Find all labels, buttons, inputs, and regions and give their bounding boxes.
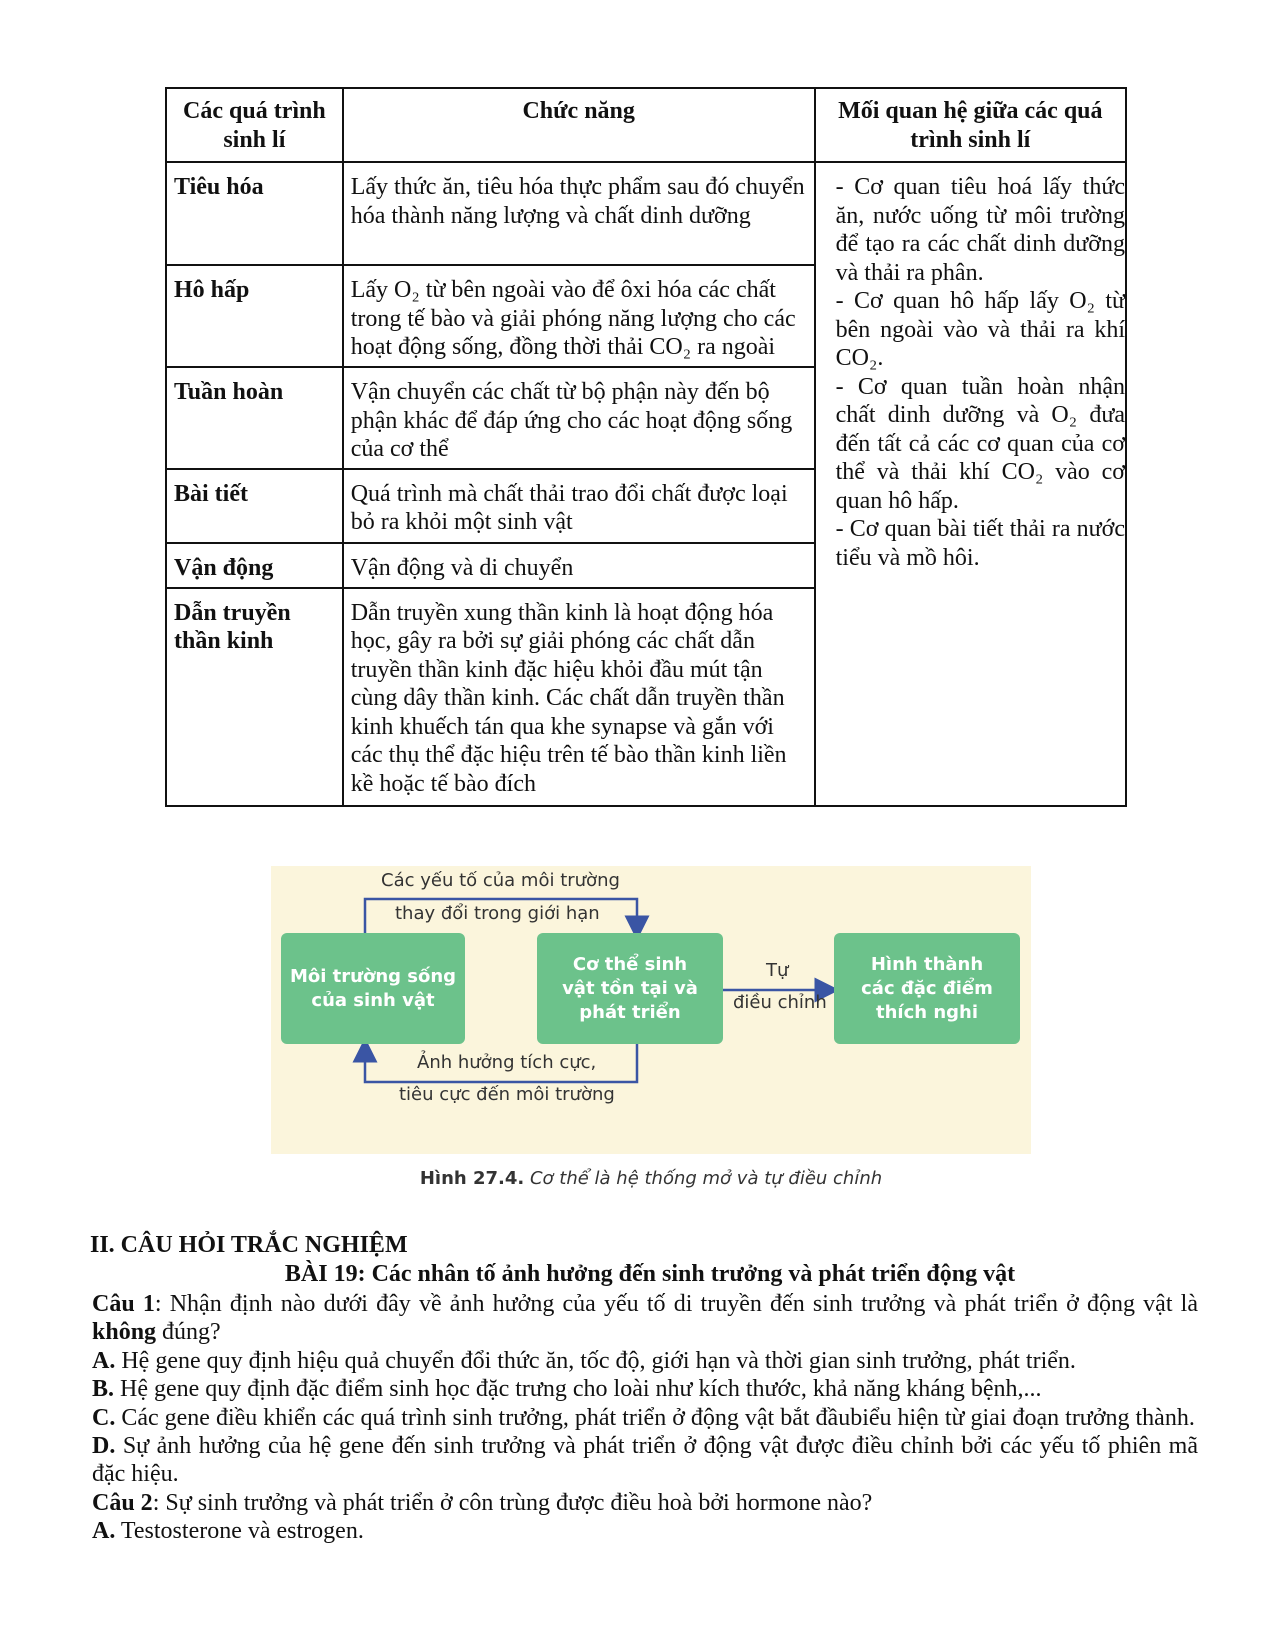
header-function: Chức năng bbox=[343, 88, 815, 162]
figure-label: Hình 27.4. bbox=[419, 1168, 525, 1189]
function-cell: Vận chuyển các chất từ bộ phận này đến bộ phận khác để đáp ứng cho các hoạt động sống của cơ thể bbox=[343, 367, 815, 469]
option-text: Testosterone và estrogen. bbox=[115, 1518, 364, 1545]
table-row bbox=[166, 162, 1126, 265]
header-process: Các quá trình sinh lí bbox=[166, 88, 343, 162]
arrow-label-line1: Tự bbox=[766, 960, 789, 981]
process-cell: Hô hấp bbox=[166, 265, 343, 367]
process-cell: Tiêu hóa bbox=[166, 162, 343, 265]
process-cell: Vận động bbox=[166, 543, 343, 588]
question-1 bbox=[92, 1290, 1198, 1347]
lesson-title: BÀI 19: Các nhân tố ảnh hưởng đến sinh trưởng và phát triển động vật bbox=[284, 1261, 1016, 1287]
question-list bbox=[92, 1290, 1198, 1546]
relation-excretory: - Cơ quan bài tiết thải ra nước tiểu và mồ hôi. bbox=[835, 516, 1125, 571]
table-header-row bbox=[166, 88, 1126, 162]
bottom-label-line2: tiêu cực đến môi trường bbox=[399, 1084, 615, 1105]
relation-circulatory: - Cơ quan tuần hoàn nhận chất dinh dưỡng và O₂ đưa đến tất cả các cơ quan của cơ thể và thải khí CO₂ vào cơ quan hô hấp. bbox=[835, 373, 1125, 514]
box-organism-label: Cơ thể sinh vật tồn tại và phát triển bbox=[562, 953, 698, 1023]
bottom-label-line1: Ảnh hưởng tích cực, bbox=[417, 1052, 597, 1073]
box-living-environment bbox=[281, 933, 465, 1044]
header-relation: Mối quan hệ giữa các quá trình sinh lí bbox=[815, 88, 1126, 162]
option-b bbox=[92, 1375, 1198, 1403]
option-text: Các gene điều khiển các quá trình sinh trưởng, phát triển ở động vật bắt đầubiểu hiện từ giai đoạn trưởng thành. bbox=[115, 1404, 1195, 1431]
relation-digestive: - Cơ quan tiêu hoá lấy thức ăn, nước uống từ môi trường để tạo ra các chất dinh dưỡng và thải ra phân. bbox=[835, 174, 1125, 286]
function-cell: Lấy thức ăn, tiêu hóa thực phẩm sau đó chuyển hóa thành năng lượng và chất dinh dưỡng bbox=[343, 162, 815, 265]
figure-caption bbox=[271, 1168, 1031, 1189]
top-label-line2: thay đổi trong giới hạn bbox=[395, 903, 600, 924]
option-a bbox=[92, 1347, 1198, 1375]
physiology-table bbox=[165, 87, 1127, 807]
question-text: : Sự sinh trưởng và phát triển ở côn trùng được điều hoà bởi hormone nào? bbox=[152, 1489, 873, 1516]
option-key: A. bbox=[92, 1518, 116, 1545]
option-key: C. bbox=[92, 1404, 116, 1431]
question-2 bbox=[92, 1489, 1198, 1517]
option-c bbox=[92, 1404, 1198, 1432]
question-text-end: đúng? bbox=[156, 1319, 221, 1346]
function-cell: Vận động và di chuyển bbox=[343, 543, 815, 588]
arrow-label-line2: điều chỉnh bbox=[733, 992, 827, 1013]
section-title: II. CÂU HỎI TRẮC NGHIỆM bbox=[90, 1232, 408, 1258]
box-adaptation-label: Hình thành các đặc điểm thích nghi bbox=[861, 953, 993, 1023]
relation-cell bbox=[815, 162, 1126, 806]
option-a bbox=[92, 1517, 1198, 1545]
box-environment-label: Môi trường sống của sinh vật bbox=[289, 965, 457, 1011]
function-cell: Lấy O₂ từ bên ngoài vào để ôxi hóa các chất trong tế bào và giải phóng năng lượng cho các hoạt động sống, đồng thời thải CO₂ ra ngoài bbox=[343, 265, 815, 367]
option-key: A. bbox=[92, 1347, 116, 1374]
relation-respiratory: - Cơ quan hô hấp lấy O₂ từ bên ngoài vào và thải ra khí CO₂. bbox=[835, 288, 1125, 371]
process-cell: Tuần hoàn bbox=[166, 367, 343, 469]
option-key: D. bbox=[92, 1433, 116, 1460]
option-text: Sự ảnh hưởng của hệ gene đến sinh trưởng và phát triển ở động vật được điều chỉnh bởi các yếu tố phiên mã đặc hiệu. bbox=[92, 1433, 1198, 1488]
box-organism bbox=[537, 933, 723, 1044]
figure-text: Cơ thể là hệ thống mở và tự điều chỉnh bbox=[524, 1168, 883, 1189]
option-text: Hệ gene quy định hiệu quả chuyển đổi thức ăn, tốc độ, giới hạn và thời gian sinh trưởng, phát triển. bbox=[115, 1347, 1076, 1374]
open-system-diagram bbox=[271, 866, 1031, 1154]
option-key: B. bbox=[92, 1376, 115, 1403]
box-adaptation bbox=[834, 933, 1020, 1044]
process-cell: Dẫn truyền thần kinh bbox=[166, 588, 343, 806]
question-label: Câu 1 bbox=[92, 1291, 155, 1317]
option-d bbox=[92, 1432, 1198, 1489]
top-label-line1: Các yếu tố của môi trường bbox=[381, 870, 620, 891]
question-emphasis: không bbox=[92, 1319, 157, 1346]
option-text: Hệ gene quy định đặc điểm sinh học đặc trưng cho loài như kích thước, khả năng kháng bệnh,... bbox=[114, 1376, 1042, 1403]
function-cell: Dẫn truyền xung thần kinh là hoạt động hóa học, gây ra bởi sự giải phóng các chất dẫn truyền thần kinh đặc hiệu khỏi đầu mút tận cùng dây thần kinh. Các chất dẫn truyền thần kinh khuếch tán qua khe synapse và gắn với các thụ thể đặc hiệu trên tế bào thần kinh liền kề hoặc tế bào đích bbox=[343, 588, 815, 806]
function-cell: Quá trình mà chất thải trao đổi chất được loại bỏ ra khỏi một sinh vật bbox=[343, 469, 815, 543]
question-label: Câu 2 bbox=[92, 1489, 153, 1516]
question-text: : Nhận định nào dưới đây về ảnh hưởng của yếu tố di truyền đến sinh trưởng và phát triển ở động vật là bbox=[154, 1291, 1199, 1317]
process-cell: Bài tiết bbox=[166, 469, 343, 543]
